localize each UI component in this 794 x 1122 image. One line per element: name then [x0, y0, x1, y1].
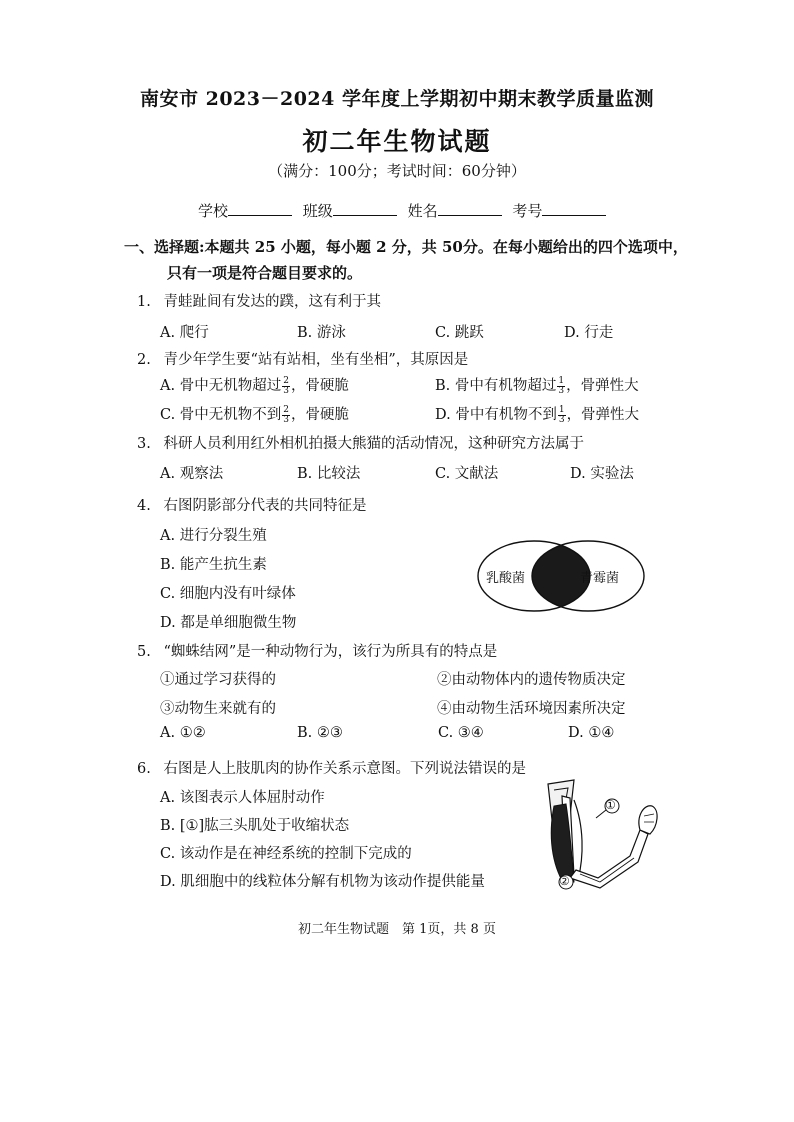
statement-2: ②由动物体内的遗传物质决定	[437, 672, 626, 688]
exam-info: （满分：100分；考试时间：60分钟）	[268, 162, 526, 180]
option-text-tail: ，骨硬脆	[290, 378, 349, 394]
question-stem: 右图阴影部分代表的共同特征是	[163, 498, 367, 514]
option-b: B. 比较法	[297, 466, 361, 482]
section-heading: 一、选择题:本题共 25 小题，每小题 2 分，共 50分。在每小题给出的四个选项中，	[124, 238, 688, 256]
fraction	[558, 406, 566, 425]
exam-number-label: 考号	[512, 202, 543, 220]
exam-number-blank	[542, 201, 606, 216]
exam-subject-title: 初二年生物试题	[302, 127, 492, 156]
option-a: A. 爬行	[160, 325, 209, 341]
question-stem: 科研人员利用红外相机拍摄大熊猫的活动情况，这种研究方法属于	[163, 436, 584, 452]
fraction-numerator: 1	[558, 404, 565, 415]
fraction-denominator: 3	[558, 414, 565, 425]
class-blank	[333, 201, 397, 216]
statement-4: ④由动物生活环境因素所决定	[437, 701, 626, 717]
question-number: 3.	[137, 436, 151, 452]
fraction	[557, 377, 565, 396]
option-b: B. 游泳	[297, 325, 346, 341]
option-d: D. 肌细胞中的线粒体分解有机物为该动作提供能量	[160, 874, 485, 890]
fraction	[282, 377, 290, 396]
option-b: B. 能产生抗生素	[160, 557, 267, 573]
option-c	[160, 403, 349, 425]
fraction-numerator: 2	[283, 375, 289, 386]
option-b	[435, 374, 639, 396]
fraction-numerator: 1	[558, 375, 565, 386]
question-6	[137, 757, 526, 778]
option-d: D. 行走	[564, 325, 614, 341]
option-text-tail: ，骨弹性大	[566, 378, 639, 394]
exam-header-title: 南安市 2023－2024 学年度上学期初中期末教学质量监测	[140, 88, 654, 110]
option-a: A. ①②	[160, 725, 206, 741]
option-d: D. 实验法	[570, 466, 634, 482]
question-stem: 青少年学生要“站有站相，坐有坐相”，其原因是	[163, 352, 469, 368]
question-stem: “蜘蛛结网”是一种动物行为，该行为所具有的特点是	[163, 644, 498, 660]
option-c: C. 细胞内没有叶绿体	[160, 586, 296, 602]
venn-left-label: 乳酸菌	[486, 571, 526, 586]
option-b: B. [①]肱三头肌处于收缩状态	[160, 818, 350, 834]
question-3	[137, 432, 584, 453]
fraction	[282, 406, 290, 425]
option-a: A. 观察法	[160, 466, 224, 482]
venn-diagram	[476, 538, 646, 614]
option-text: A. 骨中无机物超过	[160, 378, 282, 394]
option-b: B. ②③	[297, 725, 343, 741]
option-c: C. 该动作是在神经系统的控制下完成的	[160, 846, 412, 862]
name-blank	[438, 201, 502, 216]
question-2	[137, 348, 468, 369]
option-c: C. 跳跃	[435, 325, 484, 341]
question-number: 6.	[137, 761, 151, 777]
class-label: 班级	[302, 202, 333, 220]
school-blank	[228, 201, 292, 216]
page-footer: 初二年生物试题 第 1页，共 8 页	[298, 922, 496, 937]
option-text: C. 骨中无机物不到	[160, 407, 282, 423]
option-a: A. 进行分裂生殖	[160, 528, 267, 544]
option-d	[435, 403, 639, 425]
question-number: 1.	[137, 294, 151, 310]
statement-3: ③动物生来就有的	[160, 701, 276, 717]
school-label: 学校	[198, 202, 229, 220]
option-c: C. ③④	[438, 725, 484, 741]
option-text: D. 骨中有机物不到	[435, 407, 557, 423]
question-number: 4.	[137, 498, 151, 514]
fraction-denominator: 3	[558, 385, 565, 396]
option-a: A. 该图表示人体屈肘动作	[160, 790, 325, 806]
question-number: 2.	[137, 352, 151, 368]
statement-1: ①通过学习获得的	[160, 672, 276, 688]
name-label: 姓名	[407, 202, 438, 220]
arm-label-1: ①	[605, 798, 616, 812]
fraction-numerator: 2	[283, 404, 290, 415]
question-stem: 青蛙趾间有发达的蹼，这有利于其	[163, 294, 381, 310]
section-heading-line2: 只有一项是符合题目要求的。	[167, 264, 363, 282]
option-text-tail: ，骨弹性大	[566, 407, 640, 423]
student-info-fields	[198, 200, 612, 221]
option-c: C. 文献法	[435, 466, 499, 482]
question-stem: 右图是人上肢肌肉的协作关系示意图。下列说法错误的是	[163, 761, 526, 777]
option-d: D. 都是单细胞微生物	[160, 615, 297, 631]
arm-muscle-figure	[540, 776, 662, 894]
option-d: D. ①④	[568, 725, 615, 741]
option-a	[160, 374, 349, 396]
question-number: 5.	[137, 644, 151, 660]
question-1	[137, 290, 381, 311]
fraction-denominator: 3	[283, 414, 290, 425]
venn-right-label: 青霉菌	[580, 571, 620, 586]
question-4	[137, 494, 366, 515]
question-5	[137, 640, 497, 661]
arm-label-2: ②	[559, 874, 570, 888]
option-text: B. 骨中有机物超过	[435, 378, 557, 394]
option-text-tail: ，骨硬脆	[291, 407, 350, 423]
fraction-denominator: 3	[283, 385, 289, 396]
